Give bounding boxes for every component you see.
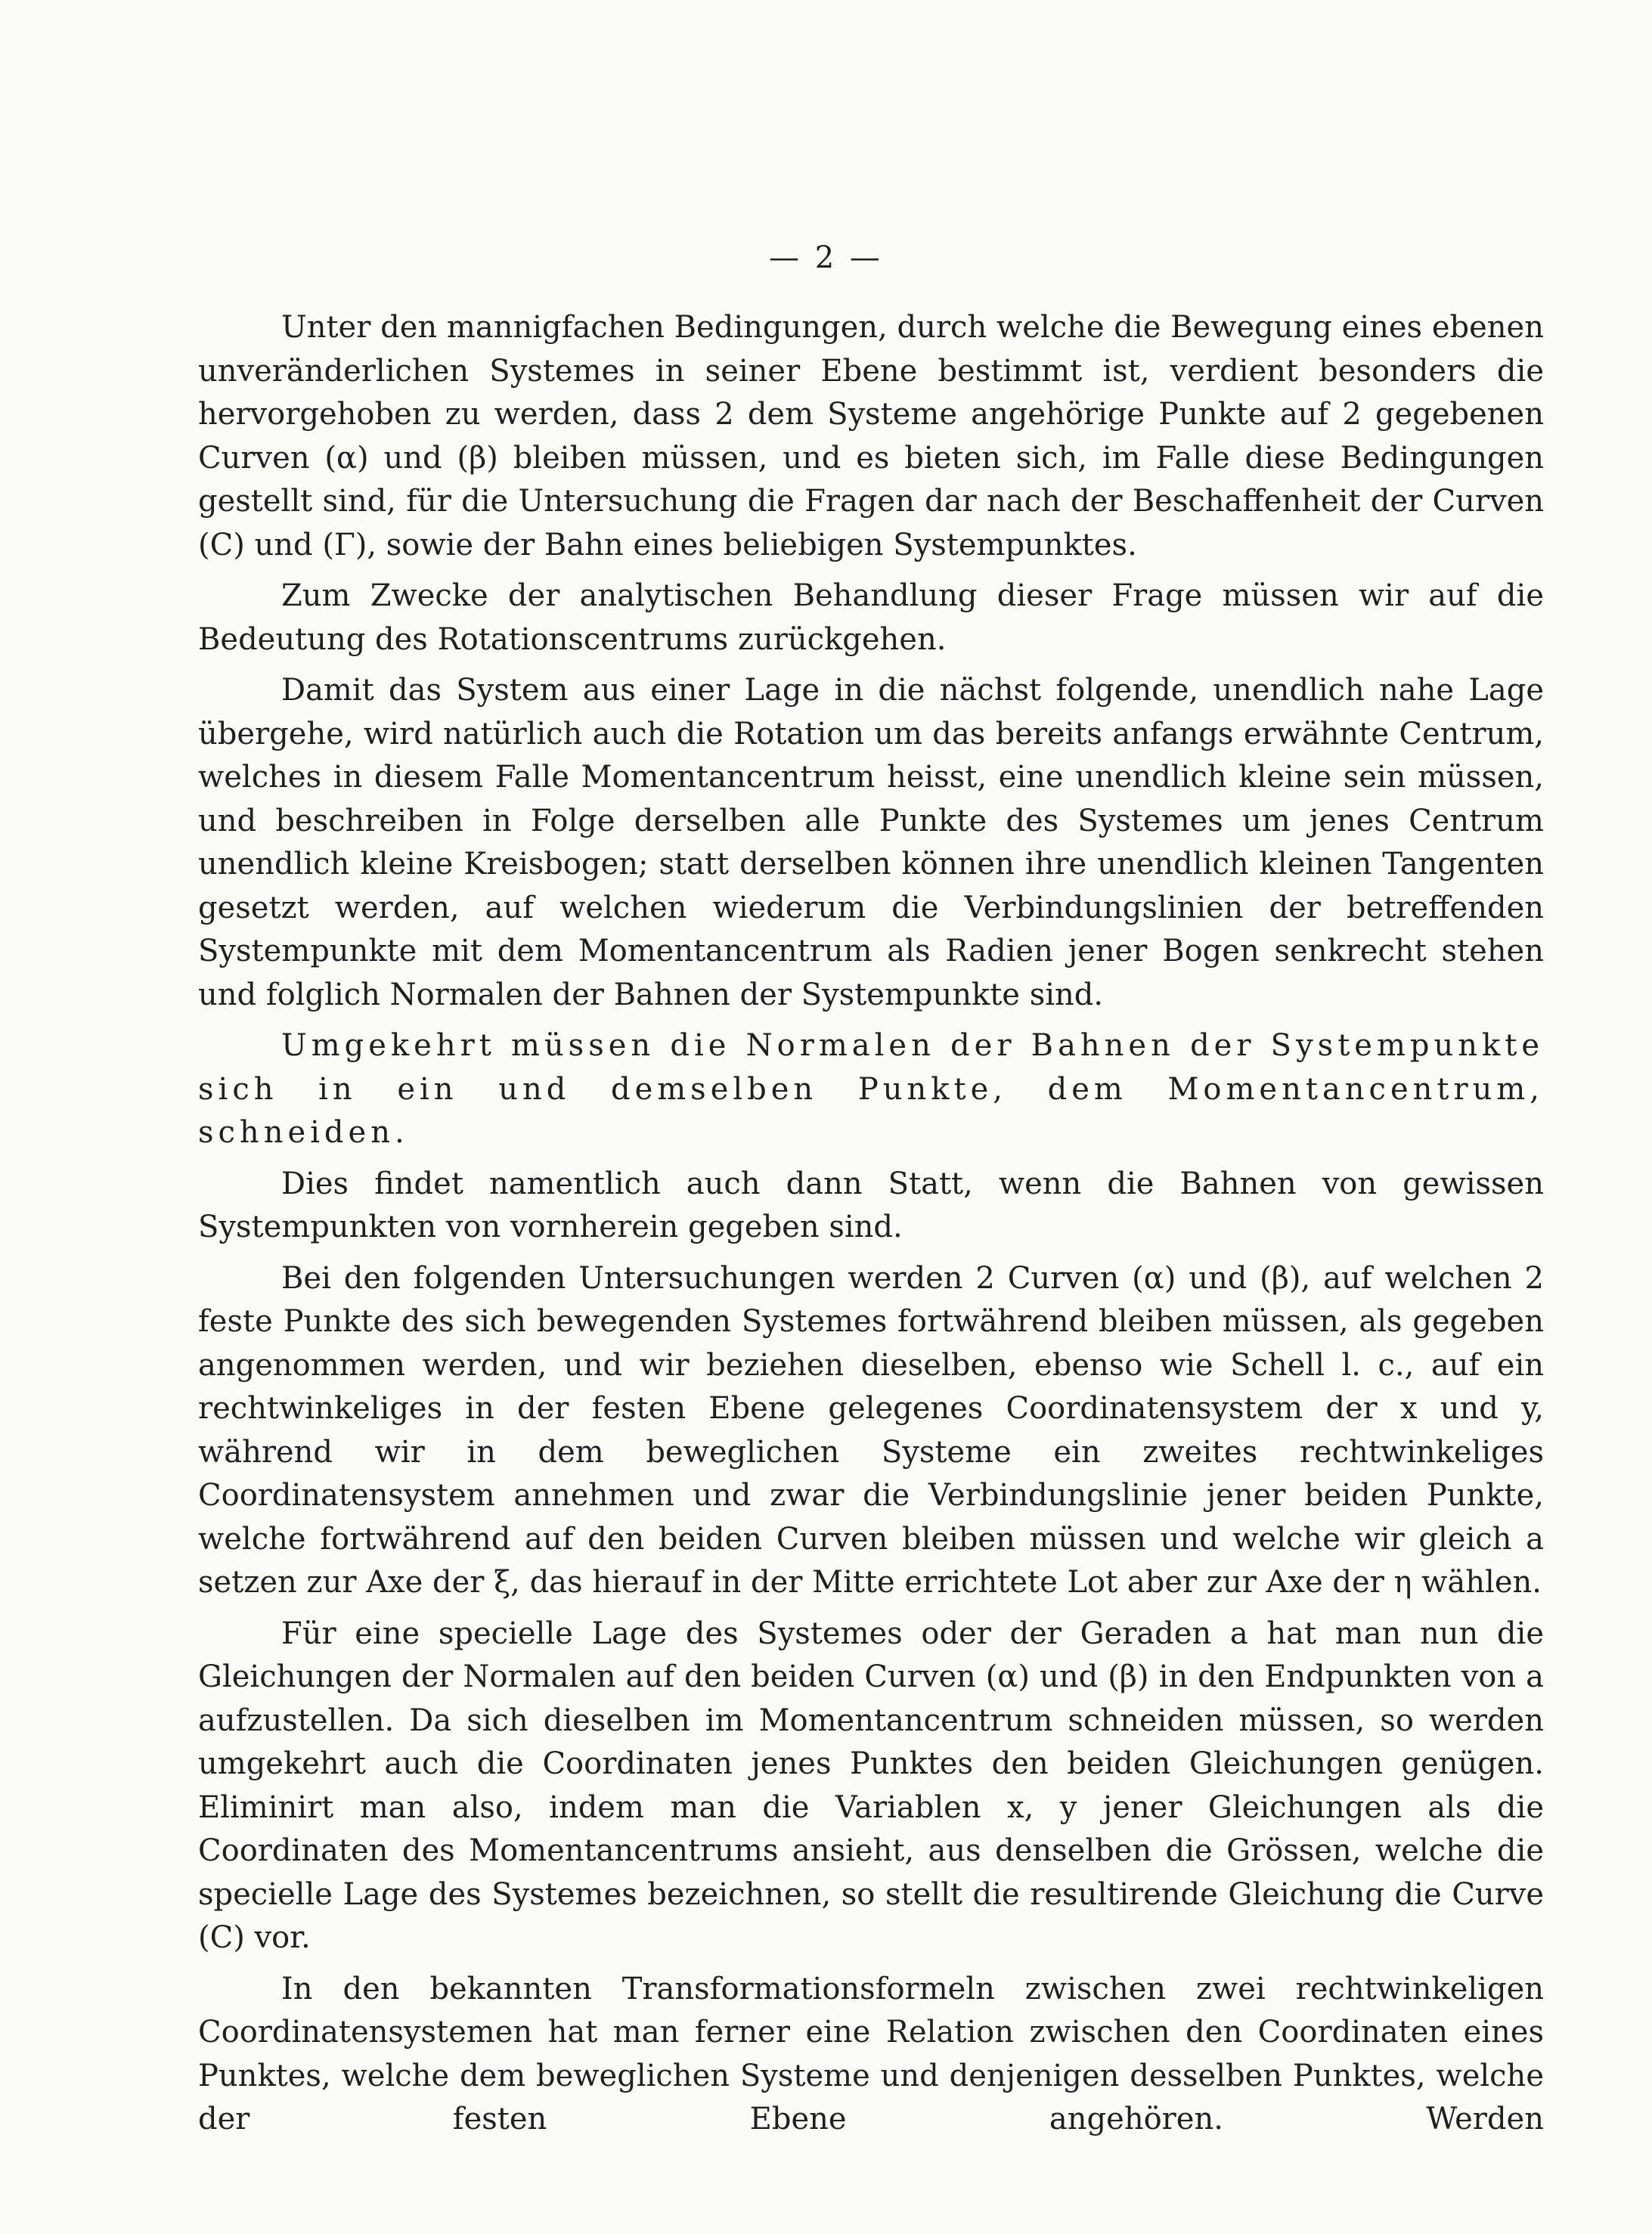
paragraph-8: In den bekannten Transformationsformeln zwischen zwei rechtwinkeligen Coordinatensystemen hat man ferner eine Relation zwischen den Coordinaten eines Punktes, welche dem beweglichen Systeme und denjenigen desselben Punktes, welche der festen Ebene angehören. Werden <box>198 1971 1544 2136</box>
paragraph-3: Damit das System aus einer Lage in die nächst folgende, unendlich nahe Lage übergehe, wird natürlich auch die Rotation um das bereits anfangs erwähnte Centrum, welches in diesem Falle Momentancentrum heisst, eine unendlich kleine sein müssen, und beschreiben in Folge derselben alle Punkte des Systemes um jenes Centrum unendlich kleine Kreisbogen; statt derselben können ihre unendlich kleinen Tangenten gesetzt werden, auf welchen wiederum die Verbindungslinien der betreffenden Systempunkte mit dem Momentancentrum als Radien jener Bogen senkrecht stehen und folglich Normalen der Bahnen der Systempunkte sind. <box>198 673 1544 1012</box>
paragraph-7: Für eine specielle Lage des Systemes oder der Geraden a hat man nun die Gleichungen der Normalen auf den beiden Curven (α) und (β) in den Endpunkten von a aufzustellen. Da sich dieselben im Momentancentrum schneiden müssen, so werden umgekehrt auch die Coordinaten jenes Punktes den beiden Gleichungen genügen. Eliminirt man also, indem man die Variablen x, y jener Gleichungen als die Coordinaten des Momentancentrums ansieht, aus denselben die Grössen, welche die specielle Lage des Systemes bezeichnen, so stellt die resultirende Gleichung die Curve (C) vor. <box>198 1616 1544 1955</box>
paragraph-1: Unter den mannigfachen Bedingungen, durch welche die Bewegung eines ebenen unveränderlichen Systemes in seiner Ebene bestimmt ist, verdient besonders die hervorgehoben zu werden, dass 2 dem Systeme angehörige Punkte auf 2 gegebenen Curven (α) und (β) bleiben müssen, und es bieten sich, im Falle diese Bedingungen gestellt sind, für die Untersuchung die Fragen dar nach der Beschaffenheit der Curven (C) und (Γ), sowie der Bahn eines beliebigen Systempunktes. <box>198 310 1544 562</box>
paragraph-2: Zum Zwecke der analytischen Behandlung dieser Frage müssen wir auf die Bedeutung des Rotationscentrums zurückgehen. <box>198 578 1544 657</box>
body-text <box>198 306 1544 2142</box>
paragraph-5: Dies findet namentlich auch dann Statt, wenn die Bahnen von gewissen Systempunkten von vornherein gegeben sind. <box>198 1166 1544 1244</box>
paragraph-6: Bei den folgenden Untersuchungen werden 2 Curven (α) und (β), auf welchen 2 feste Punkte des sich bewegenden Systemes fortwährend bleiben müssen, als gegeben angenommen werden, und wir beziehen dieselben, ebenso wie Schell l. c., auf ein rechtwinkeliges in der festen Ebene gelegenes Coordinatensystem der x und y, während wir in dem beweglichen Systeme ein zweites rechtwinkeliges Coordinatensystem annehmen und zwar die Verbindungslinie jener beiden Punkte, welche fortwährend auf den beiden Curven bleiben müssen und welche wir gleich a setzen zur Axe der ξ, das hierauf in der Mitte errichtete Lot aber zur Axe der η wählen. <box>198 1260 1544 1600</box>
page-number: — 2 — <box>769 240 883 275</box>
paragraph-4-emphasis: Umgekehrt müssen die Normalen der Bahnen der Systempunkte sich in ein und demselben Punkte, dem Momentancentrum, schneiden. <box>198 1028 1544 1150</box>
